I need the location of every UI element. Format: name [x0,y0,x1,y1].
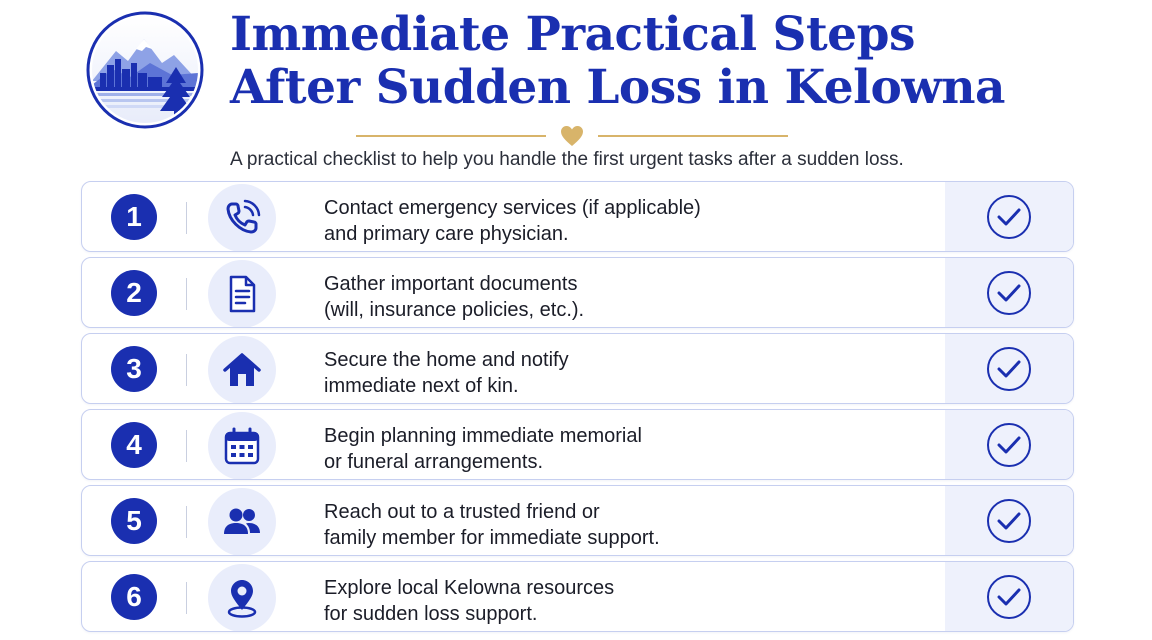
step-text [324,347,924,399]
kelowna-logo-icon [86,11,204,129]
row-separator [186,202,187,234]
phone-icon [208,184,276,252]
step-number: 3 [111,346,157,392]
checklist-row[interactable] [81,257,1074,328]
step-number: 1 [111,194,157,240]
row-separator [186,582,187,614]
step-number: 5 [111,498,157,544]
row-separator [186,430,187,462]
row-separator [186,278,187,310]
step-text-line-2: (will, insurance policies, etc.). [324,299,585,321]
step-text-line-1: Reach out to a trusted friend or [324,501,600,523]
step-text [324,271,924,323]
step-text-line-1: Gather important documents [324,273,578,295]
check-area[interactable] [945,258,1073,327]
step-text-line-1: Begin planning immediate memorial [324,425,642,447]
row-separator [186,506,187,538]
step-number: 6 [111,574,157,620]
page-title [230,8,1050,114]
document-icon [208,260,276,328]
checkmark-icon[interactable] [987,423,1031,467]
divider-line-left [356,135,546,137]
checkmark-icon[interactable] [987,575,1031,619]
step-text-line-1: Explore local Kelowna resources [324,577,615,599]
calendar-icon [208,412,276,480]
step-text-line-1: Secure the home and notify [324,349,569,371]
checklist-row[interactable] [81,181,1074,252]
step-text-line-2: or funeral arrangements. [324,451,544,473]
step-text-line-2: for sudden loss support. [324,603,538,625]
row-separator [186,354,187,386]
checklist-row[interactable] [81,485,1074,556]
title-line-1: Immediate Practical Steps [230,7,915,62]
checkmark-icon[interactable] [987,347,1031,391]
check-area[interactable] [945,182,1073,251]
title-line-2: After Sudden Loss in Kelowna [230,60,1005,115]
step-text [324,195,924,247]
checkmark-icon[interactable] [987,271,1031,315]
step-text [324,423,924,475]
step-text-line-1: Contact emergency services (if applicable) [324,197,701,219]
divider-line-right [598,135,788,137]
checklist [81,181,1074,637]
step-text-line-2: immediate next of kin. [324,375,519,397]
subtitle: A practical checklist to help you handle the first urgent tasks after a sudden loss. [230,149,904,170]
step-text-line-2: and primary care physician. [324,223,569,245]
check-area[interactable] [945,410,1073,479]
check-area[interactable] [945,486,1073,555]
checklist-row[interactable] [81,561,1074,632]
check-area[interactable] [945,334,1073,403]
step-number: 4 [111,422,157,468]
checklist-row[interactable] [81,333,1074,404]
step-number: 2 [111,270,157,316]
checkmark-icon[interactable] [987,195,1031,239]
heart-icon [560,125,584,147]
checkmark-icon[interactable] [987,499,1031,543]
home-icon [208,336,276,404]
step-text [324,575,924,627]
step-text-line-2: family member for immediate support. [324,527,660,549]
title-divider [356,126,788,146]
check-area[interactable] [945,562,1073,631]
step-text [324,499,924,551]
location-pin-icon [208,564,276,632]
checklist-row[interactable] [81,409,1074,480]
people-icon [208,488,276,556]
